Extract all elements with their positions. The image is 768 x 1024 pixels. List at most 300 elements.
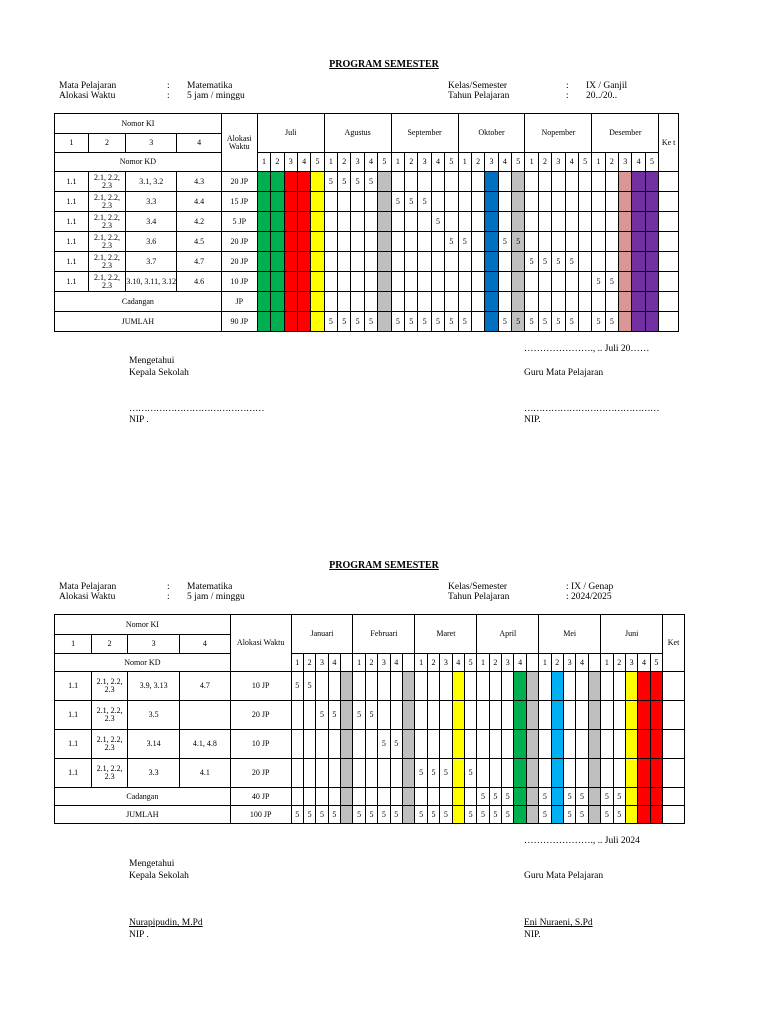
week-cell: 5: [565, 252, 578, 272]
doc2-tahun-value: : 2024/2025: [566, 592, 612, 602]
week-cell: [271, 292, 284, 312]
week-cell: [415, 701, 427, 730]
week-number: 3: [619, 153, 632, 172]
week-cell: [341, 701, 353, 730]
month-header: Juli: [257, 114, 324, 153]
week-cell: 5: [324, 312, 337, 332]
week-cell: [338, 252, 351, 272]
week-cell: [485, 272, 498, 292]
week-cell: [257, 172, 270, 192]
week-cell: [525, 232, 538, 252]
doc2-title: PROGRAM SEMESTER: [329, 560, 439, 571]
week-cell: 5: [552, 312, 565, 332]
week-cell: 5: [477, 806, 489, 824]
week-cell: [271, 172, 284, 192]
week-cell: [489, 759, 501, 788]
table-row: [55, 172, 679, 192]
week-cell: [605, 192, 618, 212]
doc2-tahun-label: Tahun Pelajaran: [448, 592, 510, 602]
week-number: 1: [353, 654, 365, 672]
week-cell: [365, 759, 377, 788]
week-cell: [565, 272, 578, 292]
week-cell: [328, 759, 340, 788]
ki3-cell: 3.3: [128, 759, 180, 788]
week-cell: 5: [538, 312, 551, 332]
ki1-cell: 1.1: [55, 192, 89, 212]
ki2-cell: 2.1, 2.2, 2.3: [92, 701, 128, 730]
week-cell: [471, 212, 484, 232]
week-number: 4: [364, 153, 377, 172]
week-cell: [431, 252, 444, 272]
week-cell: 5: [324, 172, 337, 192]
week-cell: [619, 192, 632, 212]
alokasi-cell: 20 JP: [221, 232, 257, 252]
week-cell: [552, 272, 565, 292]
ki3-cell: 3.3: [126, 192, 177, 212]
week-cell: [311, 252, 324, 272]
doc1-program-table: [54, 113, 679, 332]
week-cell: 5: [365, 701, 377, 730]
week-cell: [364, 292, 377, 312]
week-cell: [551, 672, 563, 701]
week-cell: [552, 172, 565, 192]
week-cell: [538, 232, 551, 252]
week-cell: [402, 788, 414, 806]
week-cell: 5: [378, 730, 390, 759]
doc2-alokasi-label: Alokasi Waktu: [59, 592, 116, 602]
week-cell: [257, 292, 270, 312]
week-cell: [638, 788, 650, 806]
doc1-tahun-value: 20../20..: [586, 91, 618, 101]
ki2-cell: 2.1, 2.2, 2.3: [92, 759, 128, 788]
week-cell: 5: [427, 759, 439, 788]
week-cell: [378, 252, 391, 272]
table-row: [55, 730, 685, 759]
week-cell: 5: [365, 806, 377, 824]
week-cell: [284, 172, 297, 192]
table-row: [55, 212, 679, 232]
week-cell: [601, 701, 613, 730]
week-number: 3: [625, 654, 637, 672]
week-cell: [378, 272, 391, 292]
week-cell: 5: [391, 312, 404, 332]
week-cell: [316, 759, 328, 788]
week-cell: 5: [405, 312, 418, 332]
week-cell: [431, 232, 444, 252]
week-cell: [390, 759, 402, 788]
week-cell: [552, 292, 565, 312]
week-cell: 5: [489, 788, 501, 806]
week-cell: [619, 252, 632, 272]
week-cell: [514, 672, 526, 701]
week-cell: [464, 701, 476, 730]
week-cell: [489, 701, 501, 730]
week-cell: [588, 788, 600, 806]
month-header: Januari: [291, 615, 353, 654]
jumlah-label: JUMLAH: [55, 806, 231, 824]
week-cell: 5: [291, 806, 303, 824]
week-cell: [390, 701, 402, 730]
ki-column-header: 2: [88, 134, 125, 153]
week-cell: [650, 788, 662, 806]
ki-column-header: 3: [126, 134, 177, 153]
week-cell: [341, 806, 353, 824]
week-cell: [551, 788, 563, 806]
week-cell: 5: [576, 788, 588, 806]
week-cell: [303, 788, 315, 806]
week-number: 2: [427, 654, 439, 672]
week-number: 4: [431, 153, 444, 172]
week-cell: [485, 172, 498, 192]
week-cell: [353, 788, 365, 806]
week-cell: [565, 172, 578, 192]
week-cell: [418, 232, 431, 252]
week-cell: [257, 212, 270, 232]
week-cell: 5: [328, 701, 340, 730]
week-cell: [605, 292, 618, 312]
month-header: Oktober: [458, 114, 525, 153]
week-cell: 5: [364, 312, 377, 332]
ki4-cell: 4.1: [180, 759, 231, 788]
week-cell: [418, 292, 431, 312]
doc1-sig-left-2: Kepala Sekolah: [129, 368, 189, 378]
week-cell: [284, 212, 297, 232]
week-cell: 5: [338, 172, 351, 192]
week-cell: [613, 730, 625, 759]
week-cell: [625, 672, 637, 701]
week-cell: [578, 312, 591, 332]
week-cell: [650, 672, 662, 701]
ki2-cell: 2.1, 2.2, 2.3: [88, 192, 125, 212]
ki2-cell: 2.1, 2.2, 2.3: [92, 672, 128, 701]
week-cell: [592, 212, 605, 232]
week-number: 2: [338, 153, 351, 172]
week-cell: [619, 272, 632, 292]
week-cell: [402, 730, 414, 759]
week-cell: [498, 192, 511, 212]
week-cell: [464, 788, 476, 806]
doc1-mapel-value: Matematika: [187, 81, 233, 91]
week-cell: [632, 172, 645, 192]
week-cell: [341, 730, 353, 759]
month-header: Desember: [592, 114, 659, 153]
week-number: 3: [351, 153, 364, 172]
month-header: Juni: [601, 615, 663, 654]
week-cell: [464, 672, 476, 701]
week-cell: [391, 292, 404, 312]
week-cell: [338, 192, 351, 212]
week-cell: [405, 252, 418, 272]
week-cell: 5: [498, 232, 511, 252]
week-cell: [613, 759, 625, 788]
week-cell: 5: [364, 172, 377, 192]
week-cell: [284, 312, 297, 332]
week-cell: [485, 232, 498, 252]
alokasi-cell: 10 JP: [230, 730, 291, 759]
week-number: 1: [415, 654, 427, 672]
week-cell: [525, 292, 538, 312]
week-cell: [324, 252, 337, 272]
week-cell: [378, 172, 391, 192]
week-cell: [526, 759, 538, 788]
cadangan-label: Cadangan: [55, 788, 231, 806]
week-cell: [328, 788, 340, 806]
jumlah-label: JUMLAH: [55, 312, 222, 332]
week-cell: 5: [601, 788, 613, 806]
week-cell: [485, 252, 498, 272]
week-number: 1: [391, 153, 404, 172]
week-cell: [316, 730, 328, 759]
week-number: 1: [539, 654, 551, 672]
doc1-alokasi-value: 5 jam / minggu: [187, 91, 245, 101]
ki2-cell: 2.1, 2.2, 2.3: [88, 212, 125, 232]
week-cell: 5: [351, 312, 364, 332]
doc1-sig-right-1: Guru Mata Pelajaran: [524, 368, 604, 378]
header-row-weeks: [55, 654, 685, 672]
week-cell: 5: [303, 806, 315, 824]
week-cell: [405, 292, 418, 312]
week-cell: [341, 788, 353, 806]
week-cell: [538, 292, 551, 312]
week-number: 2: [605, 153, 618, 172]
week-number: 2: [303, 654, 315, 672]
week-cell: [563, 701, 575, 730]
week-cell: [551, 701, 563, 730]
week-cell: [485, 212, 498, 232]
week-cell: [324, 272, 337, 292]
jumlah-alokasi: 100 JP: [230, 806, 291, 824]
week-cell: [431, 272, 444, 292]
week-cell: [601, 759, 613, 788]
week-cell: [427, 701, 439, 730]
doc1-colon: :: [566, 81, 569, 91]
week-cell: [291, 759, 303, 788]
week-cell: [502, 730, 514, 759]
ket-cell: [663, 759, 685, 788]
ki2-cell: 2.1, 2.2, 2.3: [88, 252, 125, 272]
month-header: April: [477, 615, 539, 654]
alokasi-cell: 20 JP: [221, 172, 257, 192]
ki3-cell: 3.10, 3.11, 3.12: [126, 272, 177, 292]
week-number: 1: [601, 654, 613, 672]
week-cell: [415, 672, 427, 701]
week-number: 4: [498, 153, 511, 172]
ki4-cell: [180, 701, 231, 730]
doc2-sig-left-1: Mengetahui: [129, 859, 175, 869]
week-cell: [445, 212, 458, 232]
week-cell: [257, 252, 270, 272]
week-cell: [284, 272, 297, 292]
week-cell: [364, 252, 377, 272]
week-cell: [311, 312, 324, 332]
week-cell: [303, 701, 315, 730]
week-number: 2: [365, 654, 377, 672]
week-cell: 5: [405, 192, 418, 212]
week-cell: 5: [502, 788, 514, 806]
week-cell: [588, 730, 600, 759]
alokasi-waktu-header: Alokasi Waktu: [230, 615, 291, 672]
week-number: [402, 654, 414, 672]
week-cell: [619, 172, 632, 192]
ket-cell: [659, 272, 679, 292]
table-row: [55, 272, 679, 292]
week-cell: 5: [512, 232, 525, 252]
week-number: 3: [418, 153, 431, 172]
month-header: Agustus: [324, 114, 391, 153]
week-cell: [578, 212, 591, 232]
week-cell: [498, 272, 511, 292]
month-header: Nopember: [525, 114, 592, 153]
week-cell: 5: [427, 806, 439, 824]
week-cell: [512, 212, 525, 232]
week-cell: [526, 672, 538, 701]
doc2-colon: :: [167, 582, 170, 592]
week-cell: [551, 806, 563, 824]
week-cell: [625, 759, 637, 788]
week-cell: [525, 192, 538, 212]
week-cell: [498, 292, 511, 312]
week-cell: [391, 212, 404, 232]
week-cell: [324, 212, 337, 232]
week-cell: [619, 312, 632, 332]
week-cell: 5: [458, 312, 471, 332]
week-number: 1: [477, 654, 489, 672]
week-cell: [458, 172, 471, 192]
week-cell: [431, 172, 444, 192]
week-cell: [526, 701, 538, 730]
week-cell: [365, 730, 377, 759]
cadangan-label: Cadangan: [55, 292, 222, 312]
week-cell: [605, 172, 618, 192]
week-cell: [650, 806, 662, 824]
week-cell: [471, 172, 484, 192]
ki1-cell: 1.1: [55, 672, 92, 701]
week-number: 3: [284, 153, 297, 172]
week-cell: [311, 292, 324, 312]
week-cell: [338, 232, 351, 252]
week-cell: [364, 272, 377, 292]
week-cell: 5: [391, 192, 404, 212]
week-cell: 5: [353, 701, 365, 730]
week-cell: [324, 192, 337, 212]
week-number: 3: [440, 654, 452, 672]
month-header: September: [391, 114, 458, 153]
doc2-sig-right-name: Eni Nuraeni, S.Pd: [524, 918, 593, 928]
week-cell: [601, 730, 613, 759]
week-cell: 5: [601, 806, 613, 824]
week-cell: [297, 212, 310, 232]
ki3-cell: 3.7: [126, 252, 177, 272]
week-cell: [477, 701, 489, 730]
nomor-ki-header: Nomor KI: [55, 114, 222, 134]
ki2-cell: 2.1, 2.2, 2.3: [88, 232, 125, 252]
week-cell: 5: [539, 788, 551, 806]
week-cell: [538, 212, 551, 232]
week-cell: [445, 292, 458, 312]
week-number: 5: [578, 153, 591, 172]
table-row: [55, 672, 685, 701]
week-cell: [452, 759, 464, 788]
ki2-cell: 2.1, 2.2, 2.3: [88, 172, 125, 192]
week-cell: [297, 192, 310, 212]
week-cell: [638, 806, 650, 824]
week-cell: [526, 806, 538, 824]
week-cell: [445, 172, 458, 192]
table-row: [55, 701, 685, 730]
week-cell: [650, 759, 662, 788]
week-cell: [311, 212, 324, 232]
week-cell: [588, 701, 600, 730]
week-cell: [592, 232, 605, 252]
doc1-colon: :: [566, 91, 569, 101]
week-cell: [601, 672, 613, 701]
week-cell: [552, 192, 565, 212]
week-cell: [578, 272, 591, 292]
doc2-mapel-label: Mata Pelajaran: [59, 582, 117, 592]
doc2-sig-left-name: Nurapipudin, M.Pd: [129, 918, 203, 928]
week-cell: [445, 252, 458, 272]
week-cell: [514, 730, 526, 759]
doc1-sig-left-name: ………………………………………: [129, 404, 264, 414]
week-cell: [512, 272, 525, 292]
week-cell: [303, 730, 315, 759]
week-cell: [351, 232, 364, 252]
week-cell: [576, 730, 588, 759]
week-number: 4: [514, 654, 526, 672]
doc2-mapel-value: Matematika: [187, 582, 233, 592]
doc2-program-table: [54, 614, 685, 824]
week-cell: 5: [477, 788, 489, 806]
week-number: 2: [489, 654, 501, 672]
week-cell: [525, 172, 538, 192]
week-cell: [605, 212, 618, 232]
alokasi-cell: 20 JP: [230, 759, 291, 788]
week-cell: [341, 672, 353, 701]
week-cell: [391, 232, 404, 252]
week-cell: [458, 192, 471, 212]
week-cell: [526, 730, 538, 759]
week-cell: [341, 759, 353, 788]
week-cell: 5: [464, 806, 476, 824]
week-number: 4: [632, 153, 645, 172]
week-cell: [538, 192, 551, 212]
week-cell: [440, 730, 452, 759]
week-cell: [563, 759, 575, 788]
week-cell: [353, 759, 365, 788]
week-cell: 5: [418, 192, 431, 212]
ket-cell: [659, 172, 679, 192]
doc1-sig-left-nip: NIP .: [129, 415, 149, 425]
ki3-cell: 3.6: [126, 232, 177, 252]
week-number: 4: [452, 654, 464, 672]
week-cell: [257, 272, 270, 292]
ket-cell: [659, 192, 679, 212]
week-cell: [498, 172, 511, 192]
week-cell: [512, 192, 525, 212]
week-cell: [324, 232, 337, 252]
week-cell: [498, 212, 511, 232]
week-cell: [431, 192, 444, 212]
week-cell: [297, 272, 310, 292]
week-cell: [539, 701, 551, 730]
week-number: 1: [291, 654, 303, 672]
ki1-cell: 1.1: [55, 701, 92, 730]
ki3-cell: 3.9, 3.13: [128, 672, 180, 701]
doc1-sig-right-name: ………………………………………: [524, 404, 659, 414]
week-cell: [539, 759, 551, 788]
cadangan-alokasi: 40 JP: [230, 788, 291, 806]
doc1-tahun-label: Tahun Pelajaran: [448, 91, 510, 101]
